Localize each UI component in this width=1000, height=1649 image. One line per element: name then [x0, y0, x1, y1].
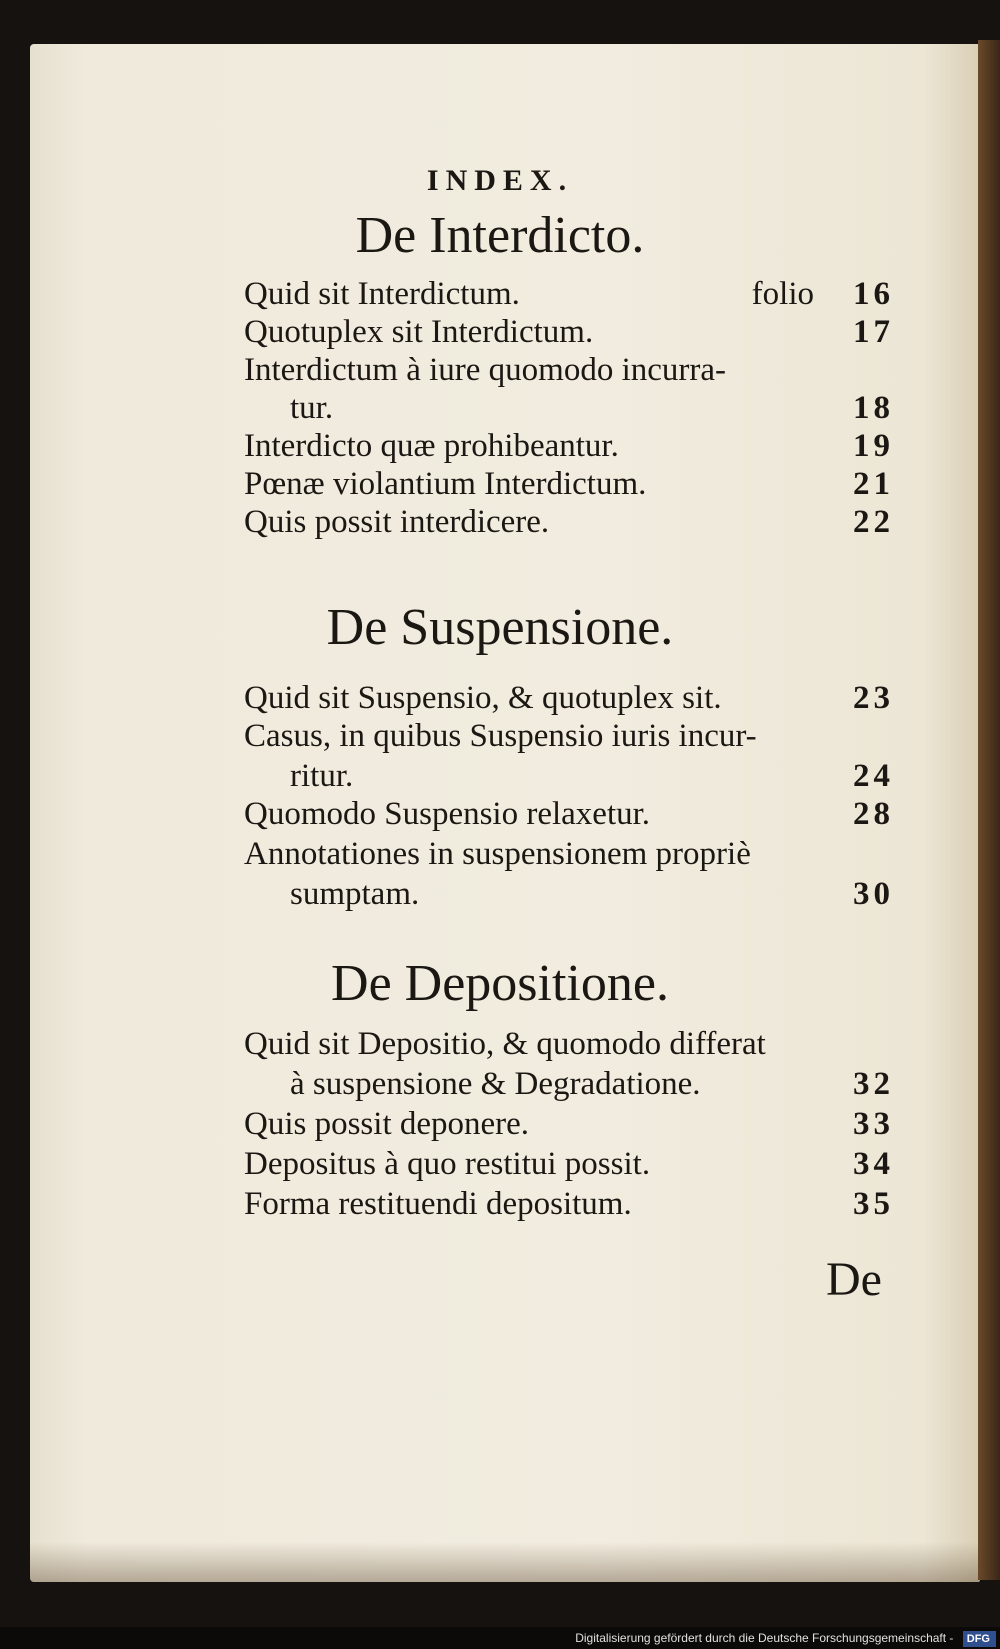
page-number: 16 — [853, 276, 894, 312]
index-entry — [244, 678, 894, 718]
page-number: 18 — [853, 390, 894, 426]
entry-text: ritur. — [290, 758, 354, 794]
section-title-suspensione: De Suspensione. — [326, 599, 674, 656]
index-entry — [244, 274, 894, 314]
index-entry — [244, 716, 894, 756]
page-number: 19 — [853, 428, 894, 464]
entry-text: tur. — [290, 390, 334, 426]
page-number: 23 — [853, 680, 894, 716]
catchword: De — [826, 1253, 882, 1306]
entry-text: Quid sit Suspensio, & quotuplex sit. — [244, 680, 722, 716]
index-entry — [244, 312, 894, 352]
index-entry-continuation — [290, 388, 894, 428]
index-entry-continuation — [290, 756, 894, 796]
page-number: 28 — [853, 796, 894, 832]
entry-text: Quid sit Interdictum. — [244, 276, 520, 312]
entry-text: Casus, in quibus Suspensio iuris incur- — [244, 718, 757, 754]
page-number: 17 — [853, 314, 894, 350]
footer-text: Digitalisierung gefördert durch die Deutsche Forschungsgemeinschaft - — [575, 1631, 954, 1645]
page-number: 22 — [853, 504, 894, 540]
index-entry — [244, 464, 894, 504]
entry-text: Pœnæ violantium Interdictum. — [244, 466, 647, 502]
index-entry — [244, 502, 894, 542]
section-title-depositione: De Depositione. — [331, 955, 669, 1012]
entry-text: Quomodo Suspensio relaxetur. — [244, 796, 651, 832]
index-entry — [244, 834, 894, 874]
index-entry — [244, 1104, 894, 1144]
index-entry — [244, 426, 894, 466]
entry-text: Quis possit interdicere. — [244, 504, 550, 540]
index-entry — [244, 794, 894, 834]
index-entry — [244, 1024, 894, 1064]
entry-text: Quotuplex sit Interdictum. — [244, 314, 594, 350]
entry-text: à suspensione & Degradatione. — [290, 1066, 701, 1102]
page-number: 21 — [853, 466, 894, 502]
page-number: 35 — [853, 1186, 894, 1222]
entry-text: Interdicto quæ prohibeantur. — [244, 428, 619, 464]
entry-text: Depositus à quo restitui possit. — [244, 1146, 651, 1182]
entry-text: Quid sit Depositio, & quomodo differat — [244, 1026, 766, 1062]
page-number: 24 — [853, 758, 894, 794]
entry-text: sumptam. — [290, 876, 420, 912]
index-entry-continuation — [290, 874, 894, 914]
index-entry — [244, 350, 894, 390]
page-number: 33 — [853, 1106, 894, 1142]
page-number: 30 — [853, 876, 894, 912]
digitization-footer — [0, 1627, 1000, 1649]
dfg-logo: DFG — [963, 1631, 996, 1647]
book-spine — [978, 40, 1000, 1580]
entry-text: Quis possit deponere. — [244, 1106, 530, 1142]
section-title-interdicto: De Interdicto. — [355, 207, 645, 264]
page-number: 32 — [853, 1066, 894, 1102]
entry-text: Forma restituendi depositum. — [244, 1186, 632, 1222]
folio-label: folio — [751, 276, 814, 312]
running-head: INDEX. — [426, 164, 574, 197]
page-number: 34 — [853, 1146, 894, 1182]
index-entry-continuation — [290, 1064, 894, 1104]
index-entry — [244, 1144, 894, 1184]
entry-text: Interdictum à iure quomodo incurra- — [244, 352, 726, 388]
entry-text: Annotationes in suspensionem propriè — [244, 836, 751, 872]
index-entry — [244, 1184, 894, 1224]
